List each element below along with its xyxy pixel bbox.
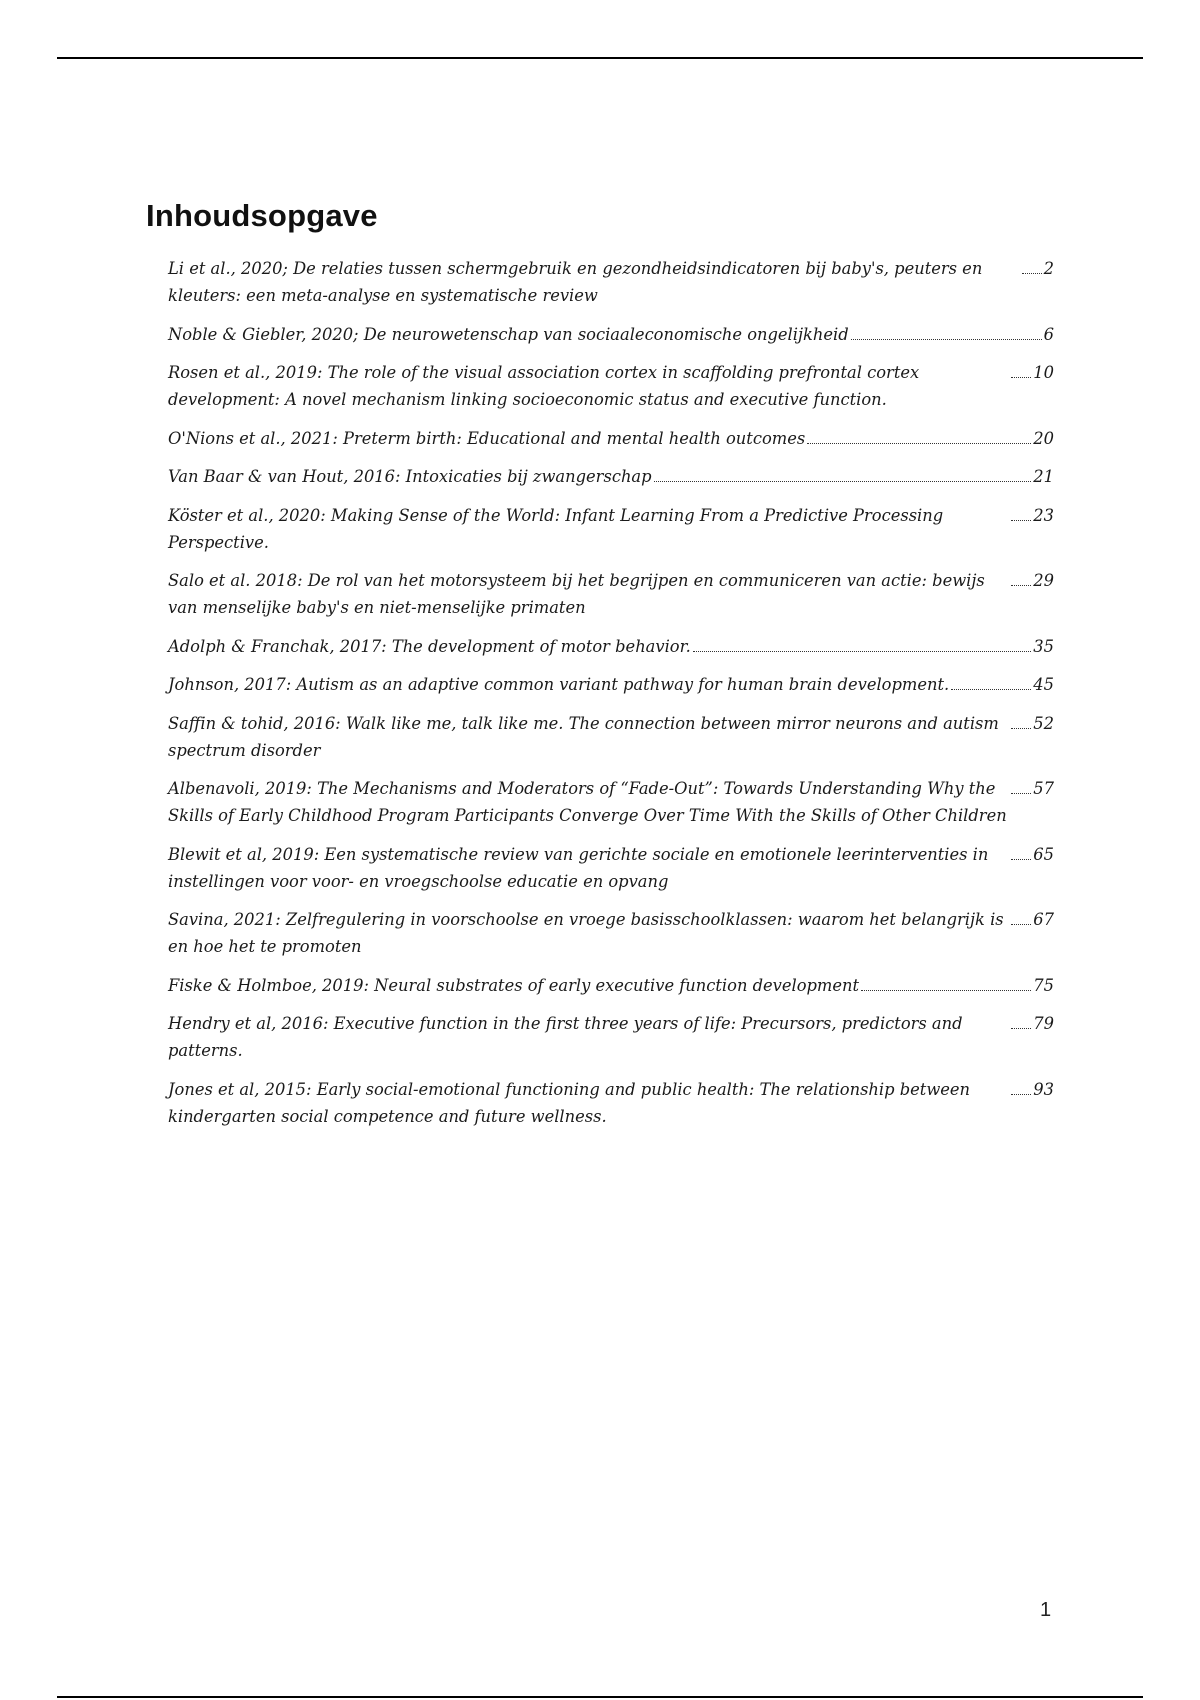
toc-entry-title: Johnson, 2017: Autism as an adaptive common variant pathway for human brain development. [168,675,950,694]
toc-entry[interactable] [168,255,1054,309]
toc-entry[interactable] [168,425,1054,452]
toc-dot-leader [1011,1094,1031,1095]
page-number: 1 [1040,1599,1052,1621]
toc-entry-title: Salo et al. 2018: De rol van het motorsysteem bij het begrijpen en communiceren van actie: bewijs van menselijke baby's en niet-menselijke primaten [168,571,985,617]
toc-entry-page: 10 [1033,363,1054,382]
toc-dot-leader [1011,1028,1031,1029]
toc-entry[interactable] [168,1010,1054,1064]
toc-entry-title: Rosen et al., 2019: The role of the visual association cortex in scaffolding prefrontal cortex development: A novel mechanism linking socioeconomic status and executive function. [168,363,920,409]
toc-entry-title: Savina, 2021: Zelfregulering in voorschoolse en vroege basisschoolklassen: waarom het belangrijk is en hoe het te promoten [168,910,1004,956]
toc-entry[interactable] [168,906,1054,960]
toc-entry-title: Jones et al, 2015: Early social-emotional functioning and public health: The relationship between kindergarten social competence and future wellness. [168,1079,971,1126]
toc-entry[interactable] [168,1076,1054,1130]
toc-dot-leader [951,689,1031,690]
toc-dot-leader [1011,924,1031,925]
toc-entry-page: 79 [1033,1014,1054,1033]
toc-entry-page: 21 [1033,467,1054,486]
toc-entry-page: 23 [1033,505,1054,525]
toc-dot-leader [1011,520,1031,521]
header-rule [57,57,1143,59]
toc-entry[interactable] [168,671,1054,698]
toc-entry[interactable] [168,841,1054,895]
toc-dot-leader [861,990,1031,991]
toc-dot-leader [1011,859,1031,860]
toc-entry-title: Albenavoli, 2019: The Mechanisms and Moderators of “Fade-Out”: Towards Understanding Why the Skills of Early Childhood Program Participants Converge Over Time With the Skills of Other Children [168,779,1007,825]
toc-dot-leader [1011,585,1031,586]
toc-entry-title: Hendry et al, 2016: Executive function in the first three years of life: Precursors, predictors and patterns. [168,1014,963,1060]
toc-entry[interactable] [168,972,1054,999]
toc-dot-leader [693,651,1032,652]
toc-entry-page: 52 [1033,713,1054,733]
toc-dot-leader [807,443,1031,444]
toc-dot-leader [851,339,1042,340]
toc-dot-leader [654,481,1032,482]
toc-entry-title: Noble & Giebler, 2020; De neurowetenschap van sociaaleconomische ongelijkheid [168,324,849,344]
toc-entry-title: Saffin & tohid, 2016: Walk like me, talk like me. The connection between mirror neurons and autism spectrum disorder [168,713,999,760]
toc-entry-page: 65 [1033,844,1054,864]
toc-entry-title: Adolph & Franchak, 2017: The development of motor behavior. [168,636,691,656]
toc-dot-leader [1011,728,1031,729]
toc-entry[interactable] [168,775,1054,829]
toc-entry-page: 6 [1043,324,1054,344]
toc-entry-page: 45 [1033,675,1054,694]
toc-entry-title: Blewit et al, 2019: Een systematische review van gerichte sociale en emotionele leerinterventies in instellingen voor voor- en vroegschoolse educatie en opvang [168,844,989,891]
toc-dot-leader [1011,793,1031,794]
toc-entry[interactable] [168,567,1054,621]
footer-rule [57,1696,1143,1698]
toc-entry-page: 57 [1033,779,1054,798]
toc-entry-title: O'Nions et al., 2021: Preterm birth: Educational and mental health outcomes [168,428,806,448]
toc-entry[interactable] [168,463,1054,490]
toc-dot-leader [1011,377,1031,378]
toc-entry-page: 20 [1033,428,1054,448]
toc-title: Inhoudsopgave [146,198,378,233]
toc-entry-page: 2 [1043,259,1054,278]
toc-dot-leader [1022,273,1042,274]
toc-entry[interactable] [168,502,1054,556]
toc-entry[interactable] [168,710,1054,764]
toc-entry[interactable] [168,321,1054,348]
toc-entry-page: 75 [1033,975,1054,995]
toc-entry-title: Fiske & Holmboe, 2019: Neural substrates of early executive function development [168,975,860,995]
toc-entry-title: Li et al., 2020; De relaties tussen schermgebruik en gezondheidsindicatoren bij baby's, peuters en kleuters: een meta-analyse en systematische review [168,259,983,305]
toc-entry-page: 35 [1033,636,1054,656]
table-of-contents [168,255,1054,1141]
toc-entry-title: Van Baar & van Hout, 2016: Intoxicaties bij zwangerschap [168,467,652,486]
toc-entry[interactable] [168,633,1054,660]
toc-entry-title: Köster et al., 2020: Making Sense of the World: Infant Learning From a Predictive Processing Perspective. [168,505,944,552]
toc-entry-page: 93 [1033,1079,1054,1099]
toc-entry-page: 29 [1033,571,1054,590]
toc-entry[interactable] [168,359,1054,413]
toc-entry-page: 67 [1033,910,1054,929]
